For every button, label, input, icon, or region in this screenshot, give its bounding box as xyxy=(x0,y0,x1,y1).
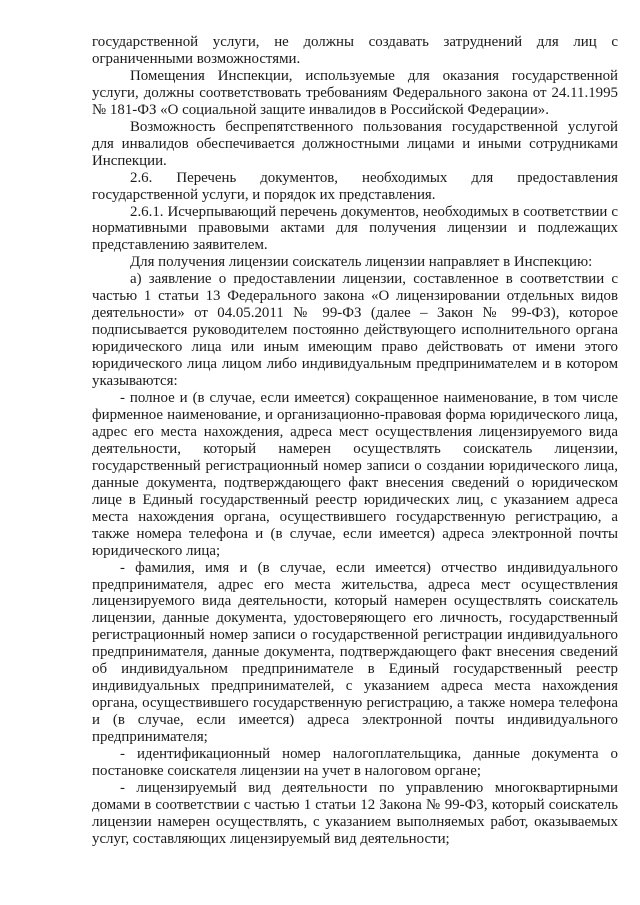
paragraph-accessibility-end: государственной услуги, не должны создавать затруднений для лиц с ограниченными возможностями. xyxy=(92,34,618,67)
list-item-a-application: а) заявление о предоставлении лицензии, составленное в соответствии с частью 1 статьи 13 Федерального закона «О лицензировании отдельных видов деятельности» от 04.05.2011 № 99-ФЗ (далее – Закон № 99-ФЗ), которое подписывается руководителем постоянно действующего исполнительного органа юридического лица или иным имеющим право действовать от имени этого юридического лица лицом либо индивидуальным предпринимателем и в котором указываются: xyxy=(92,271,618,390)
paragraph-disabled-access: Возможность беспрепятственного пользования государственной услугой для инвалидов обеспечивается должностными лицами и иными сотрудниками Инспекции. xyxy=(92,118,618,169)
list-item-individual-entrepreneur: - фамилия, имя и (в случае, если имеется) отчество индивидуального предпринимателя, адрес его места жительства, адреса мест осуществления лицензируемого вида деятельности, который намерен осуществлять соискатель лицензии, данные документа, удостоверяющего его личность, государственный регистрационный номер записи о государственной регистрации индивидуального предпринимателя, данные документа, подтверждающего факт внесения сведений об индивидуальном предпринимателе в Единый государственный реестр индивидуальных предпринимателей, с указанием адреса места нахождения органа, осуществившего государственную регистрацию, а также номера телефона и (в случае, если имеется) адреса электронной почты индивидуального предпринимателя; xyxy=(92,559,618,746)
section-heading-2-6-1: 2.6.1. Исчерпывающий перечень документов, необходимых в соответствии с нормативными правовыми актами для получения лицензии и подлежащих представлению заявителем. xyxy=(92,203,618,254)
section-heading-2-6: 2.6. Перечень документов, необходимых для предоставления государственной услуги, и порядок их представления. xyxy=(92,169,618,203)
list-item-taxpayer-number: - идентификационный номер налогоплательщика, данные документа о постановке соискателя лицензии на учет в налоговом органе; xyxy=(92,746,618,779)
paragraph-premises-requirements: Помещения Инспекции, используемые для оказания государственной услуги, должны соответствовать требованиям Федерального закона от 24.11.1995 № 181-ФЗ «О социальной защите инвалидов в Российской Федерации». xyxy=(92,67,618,118)
paragraph-license-intro: Для получения лицензии соискатель лицензии направляет в Инспекцию: xyxy=(130,254,593,271)
list-item-licensed-activity: - лицензируемый вид деятельности по управлению многоквартирными домами в соответствии с частью 1 статьи 12 Закона № 99-ФЗ, который соискатель лицензии намерен осуществлять, с указанием выполняемых работ, оказываемых услуг, составляющих лицензируемый вид деятельности; xyxy=(92,779,618,847)
list-item-legal-entity: - полное и (в случае, если имеется) сокращенное наименование, в том числе фирменное наименование, и организационно-правовая форма юридического лица, адрес его места нахождения, адреса мест осуществления лицензируемого вида деятельности, который намерен осуществлять соискатель лицензии, государственный регистрационный номер записи о создании юридического лица, данные документа, подтверждающего факт внесения сведений о юридическом лице в Единый государственный реестр юридических лиц, с указанием адреса места нахождения органа, осуществившего государственную регистрацию, а также номера телефона и (в случае, если имеется) адреса электронной почты юридического лица; xyxy=(92,390,618,559)
